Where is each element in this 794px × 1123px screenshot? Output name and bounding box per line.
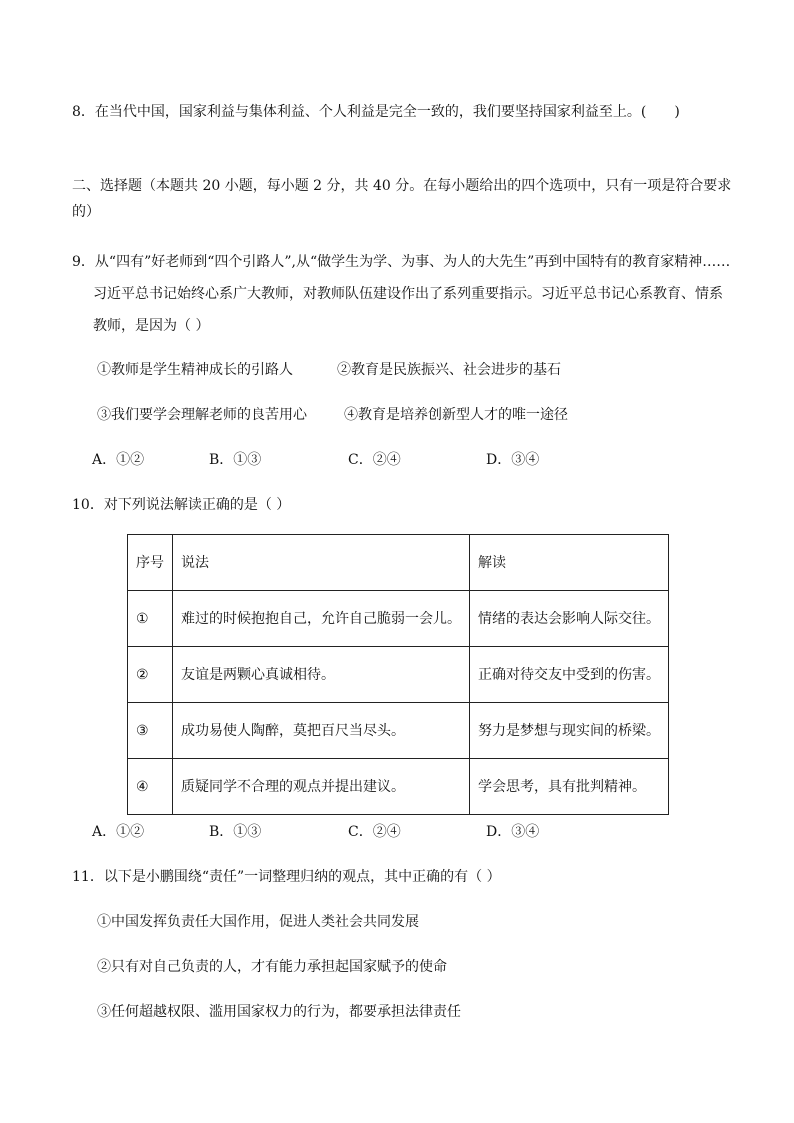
row-saying: 质疑同学不合理的观点并提出建议。 [173, 759, 470, 815]
row-saying: 难过的时候抱抱自己，允许自己脆弱一会儿。 [173, 591, 470, 647]
row-interpretation: 努力是梦想与现实间的桥梁。 [470, 703, 669, 759]
table-row [128, 591, 669, 647]
q9-statement-2: ②教育是民族振兴、社会进步的基石 [337, 362, 561, 378]
q9-option-a[interactable]: A．①② [92, 452, 145, 468]
table-header-interp: 解读 [470, 535, 669, 591]
q9-statement-4: ④教育是培养创新型人才的唯一途径 [344, 407, 568, 423]
section-heading-line2: 的） [72, 204, 100, 220]
q9-options [92, 450, 652, 470]
row-number: ② [128, 647, 173, 703]
row-interpretation: 学会思考，具有批判精神。 [470, 759, 669, 815]
q11-statement-1: ①中国发挥负责任大国作用，促进人类社会共同发展 [97, 914, 419, 930]
q9-option-b[interactable]: B．①③ [209, 452, 262, 468]
q10-option-a[interactable]: A．①② [92, 824, 145, 840]
row-interpretation: 正确对待交友中受到的伤害。 [470, 647, 669, 703]
q9-option-c[interactable]: C．②④ [348, 452, 401, 468]
q10-option-b[interactable]: B．①③ [209, 824, 262, 840]
table-row [128, 703, 669, 759]
q11-statement-2: ②只有对自己负责的人，才有能力承担起国家赋予的使命 [97, 959, 447, 975]
q9-stem-line3: 教师，是因为（ ） [93, 318, 210, 334]
q11-stem: 11．以下是小鹏围绕“责任”一词整理归纳的观点，其中正确的有（ ） [72, 869, 501, 885]
q11-statement-3: ③任何超越权限、滥用国家权力的行为，都要承担法律责任 [97, 1004, 461, 1020]
q8-text: 8．在当代中国，国家利益与集体利益、个人利益是完全一致的，我们要坚持国家利益至上。( ) [72, 104, 680, 120]
row-saying: 友谊是两颗心真诚相待。 [173, 647, 470, 703]
q9-stem-line1: 9．从“四有”好老师到“四个引路人”,从“做学生为学、为事、为人的大先生”再到中国特有的教育家精神…… [72, 254, 731, 270]
table-header-row [128, 535, 669, 591]
q9-option-d[interactable]: D．③④ [486, 452, 540, 468]
section-heading [72, 176, 732, 222]
q9-statement-3: ③我们要学会理解老师的良苦用心 [97, 407, 307, 423]
section-heading-line1: 二、选择题（本题共 20 小题，每小题 2 分，共 40 分。在每小题给出的四个选项中，只有一项是符合要求 [72, 178, 732, 194]
table-header-saying: 说法 [173, 535, 470, 591]
q9-stem-line2: 习近平总书记始终心系广大教师，对教师队伍建设作出了系列重要指示。习近平总书记心系教育、情系 [93, 286, 723, 302]
row-interpretation: 情绪的表达会影响人际交往。 [470, 591, 669, 647]
row-number: ④ [128, 759, 173, 815]
row-number: ① [128, 591, 173, 647]
q10-option-d[interactable]: D．③④ [486, 824, 540, 840]
table-header-no: 序号 [128, 535, 173, 591]
table-row [128, 759, 669, 815]
row-saying: 成功易使人陶醉，莫把百尺当尽头。 [173, 703, 470, 759]
table-row [128, 647, 669, 703]
q10-option-c[interactable]: C．②④ [348, 824, 401, 840]
q10-stem: 10．对下列说法解读正确的是（ ） [72, 497, 291, 513]
q10-options [92, 822, 652, 842]
row-number: ③ [128, 703, 173, 759]
q9-statement-1: ①教师是学生精神成长的引路人 [97, 362, 293, 378]
q10-table [127, 534, 669, 815]
